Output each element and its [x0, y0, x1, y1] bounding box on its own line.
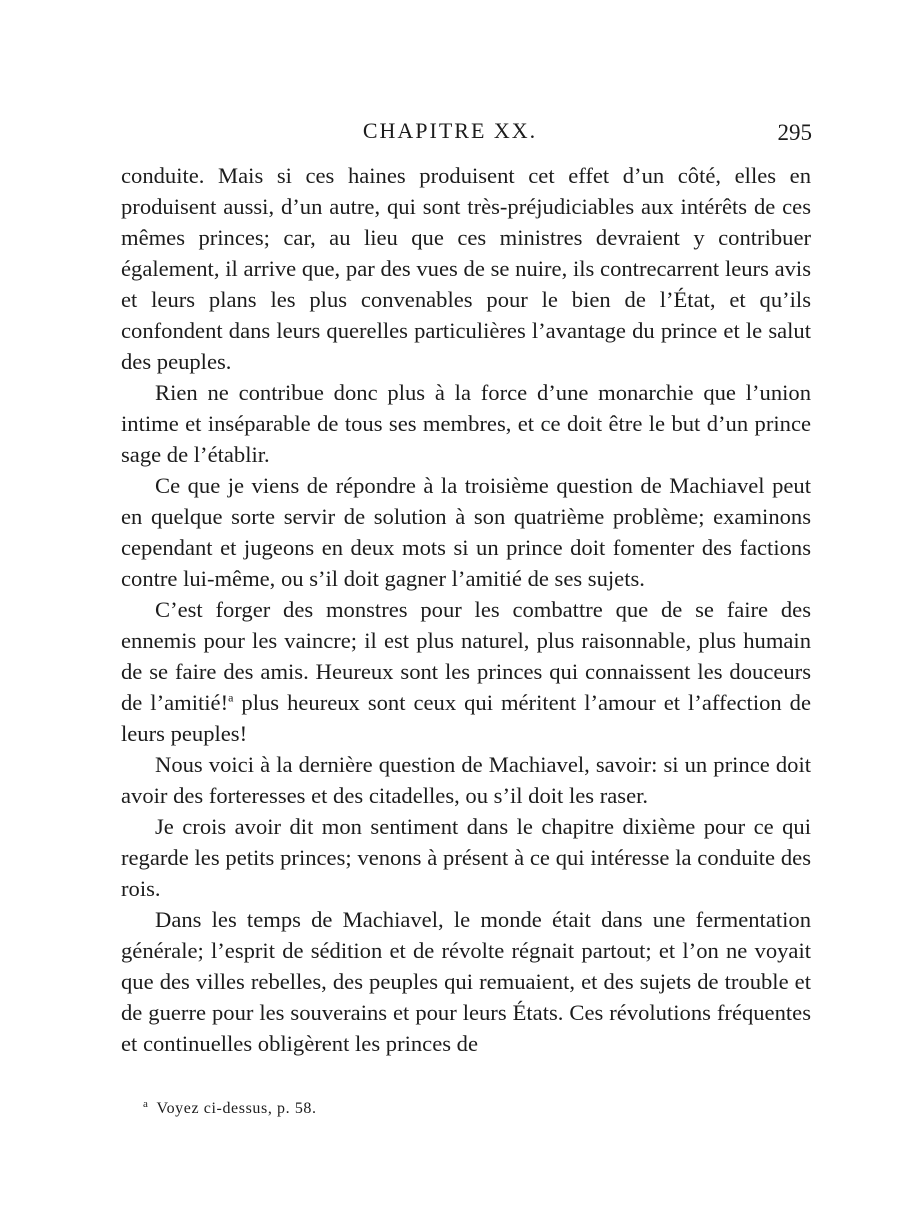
paragraph-3: Ce que je viens de répondre à la troisième question de Machiavel peut en quelque sorte servir de solution à son quatrième problème; examinons cependant et jugeons en deux mots si un prince doit fomenter des factions contre lui-même, ou s’il doit gagner l’amitié de ses sujets. [121, 473, 811, 591]
paragraph-4-part-1: C’est forger des monstres pour les combattre que de se faire des ennemis pour les vaincre; il est plus naturel, plus raisonnable, plus humain de se faire des amis. Heureux sont les princes qui connaissent les douceurs de l’amitié! [121, 597, 811, 715]
paragraph-4-part-2: plus heureux sont ceux qui méritent l’amour et l’affection de leurs peuples! [121, 690, 811, 746]
footnote-marker: a [228, 690, 234, 705]
paragraph-5: Nous voici à la dernière question de Machiavel, savoir: si un prince doit avoir des forteresses et des citadelles, ou s’il doit les raser. [121, 752, 811, 808]
footnote-letter: a [143, 1097, 149, 1110]
paragraph-2: Rien ne contribue donc plus à la force d’une monarchie que l’union intime et inséparable de tous ses membres, et ce doit être le but d’un prince sage de l’établir. [121, 380, 811, 467]
chapter-title: CHAPITRE XX. [362, 118, 538, 143]
paragraph-4 [121, 594, 811, 749]
page-number: 295 [777, 120, 812, 145]
footnote-text: Voyez ci-dessus, p. 58. [156, 1100, 317, 1117]
paragraph-1: conduite. Mais si ces haines produisent cet effet d’un côté, elles en produisent aussi, d’un autre, qui sont très-préjudiciables aux intérêts de ces mêmes princes; car, au lieu que ces ministres devraient y contribuer également, il arrive que, par des vues de se nuire, ils contrecarrent leurs avis et leurs plans les plus convenables pour le bien de l’État, et qu’ils confondent dans leurs querelles particulières l’avantage du prince et le salut des peuples. [121, 163, 811, 374]
paragraph-7: Dans les temps de Machiavel, le monde était dans une fermentation générale; l’esprit de sédition et de révolte régnait partout; et l’on ne voyait que des villes rebelles, des peuples qui remuaient, et des sujets de trouble et de guerre pour les souverains et pour leurs États. Ces révolutions fréquentes et continuelles obligèrent les princes de [121, 907, 811, 1056]
footnote [143, 1097, 317, 1118]
body-text [121, 160, 811, 1059]
paragraph-6: Je crois avoir dit mon sentiment dans le chapitre dixième pour ce qui regarde les petits princes; venons à présent à ce qui intéresse la conduite des rois. [121, 814, 811, 901]
